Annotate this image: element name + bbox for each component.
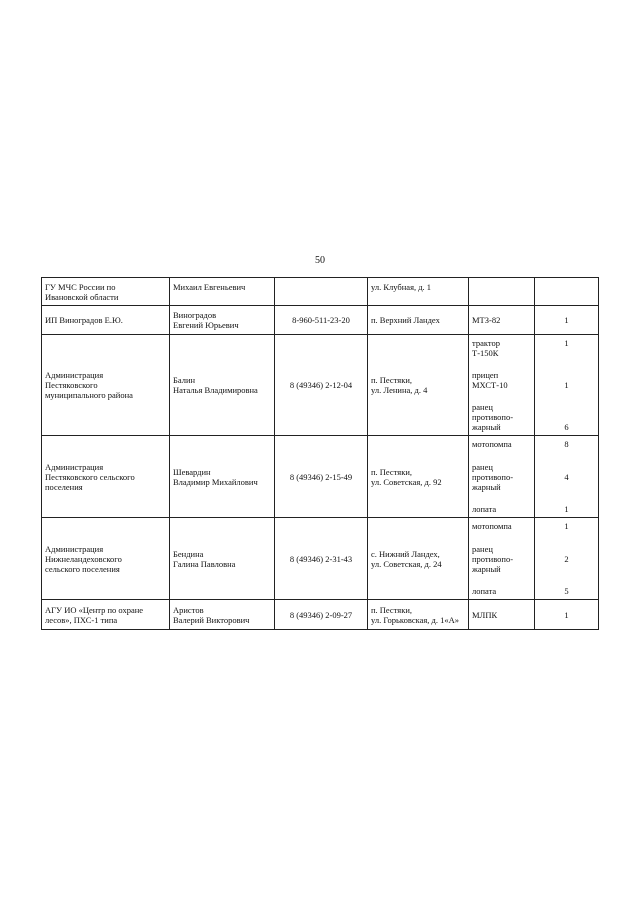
equipment-cell <box>469 436 535 518</box>
org-cell: Администрация Нижнеландеховского сельского поселения <box>42 518 170 600</box>
org-cell: Администрация Пестяковского сельского поселения <box>42 436 170 518</box>
count-cell <box>535 278 599 306</box>
person-cell: Аристов Валерий Викторович <box>170 600 275 630</box>
phone-cell: 8 (49346) 2-09-27 <box>275 600 368 630</box>
equipment-item: ранец противопо-жарный <box>472 461 514 492</box>
page-number: 50 <box>315 255 325 266</box>
phone-cell: 8 (49346) 2-12-04 <box>275 335 368 436</box>
table-row <box>42 600 599 630</box>
phone-cell <box>275 278 368 306</box>
equipment-item: лопата <box>472 504 497 514</box>
count-cell: 1 <box>535 600 599 630</box>
address-cell: ул. Клубная, д. 1 <box>368 278 469 306</box>
count-cell <box>535 335 599 436</box>
phone-cell: 8 (49346) 2-31-43 <box>275 518 368 600</box>
person-cell: Шевардин Владимир Михайлович <box>170 436 275 518</box>
org-cell: Администрация Пестяковского муниципального района <box>42 335 170 436</box>
org-cell: АГУ ИО «Центр по охране лесов», ПХС-1 типа <box>42 600 170 630</box>
equipment-cell <box>469 335 535 436</box>
phone-cell: 8 (49346) 2-15-49 <box>275 436 368 518</box>
address-cell: п. Пестяки, ул. Ленина, д. 4 <box>368 335 469 436</box>
resources-table <box>41 277 599 630</box>
equipment-cell <box>469 518 535 600</box>
count-cell: 1 <box>535 306 599 335</box>
count-item: 6 <box>564 422 569 432</box>
equipment-cell: МТЗ-82 <box>469 306 535 335</box>
table-row <box>42 518 599 600</box>
org-cell: ГУ МЧС России по Ивановской области <box>42 278 170 306</box>
equipment-item: мотопомпа <box>472 439 512 449</box>
count-item: 5 <box>564 586 569 596</box>
address-cell: п. Пестяки, ул. Советская, д. 92 <box>368 436 469 518</box>
phone-cell: 8-960-511-23-20 <box>275 306 368 335</box>
table-row <box>42 436 599 518</box>
equipment-item: прицеп МХСТ-10 <box>472 370 508 390</box>
count-item: 2 <box>564 553 569 564</box>
equipment-item: мотопомпа <box>472 521 512 531</box>
equipment-cell: МЛПК <box>469 600 535 630</box>
count-item: 4 <box>564 471 569 482</box>
person-cell: Михаил Евгеньевич <box>170 278 275 306</box>
address-cell: с. Нижний Ландех, ул. Советская, д. 24 <box>368 518 469 600</box>
table-row <box>42 306 599 335</box>
count-item: 1 <box>564 338 569 348</box>
count-item: 8 <box>564 439 569 449</box>
count-cell <box>535 436 599 518</box>
org-cell: ИП Виноградов Е.Ю. <box>42 306 170 335</box>
table-row <box>42 278 599 306</box>
address-cell: п. Верхний Ландех <box>368 306 469 335</box>
count-item: 1 <box>564 380 569 390</box>
count-cell <box>535 518 599 600</box>
equipment-cell <box>469 278 535 306</box>
person-cell: Бендина Галина Павловна <box>170 518 275 600</box>
count-item: 1 <box>564 504 569 514</box>
person-cell: Виноградов Евгений Юрьевич <box>170 306 275 335</box>
equipment-item: ранец противопо-жарный <box>472 402 514 432</box>
equipment-item: лопата <box>472 586 497 596</box>
address-cell: п. Пестяки, ул. Горьковская, д. 1«А» <box>368 600 469 630</box>
equipment-item: трактор Т-150К <box>472 338 500 358</box>
table-row <box>42 335 599 436</box>
equipment-item: ранец противопо-жарный <box>472 543 514 574</box>
person-cell: Балин Наталья Владимировна <box>170 335 275 436</box>
count-item: 1 <box>564 521 569 531</box>
